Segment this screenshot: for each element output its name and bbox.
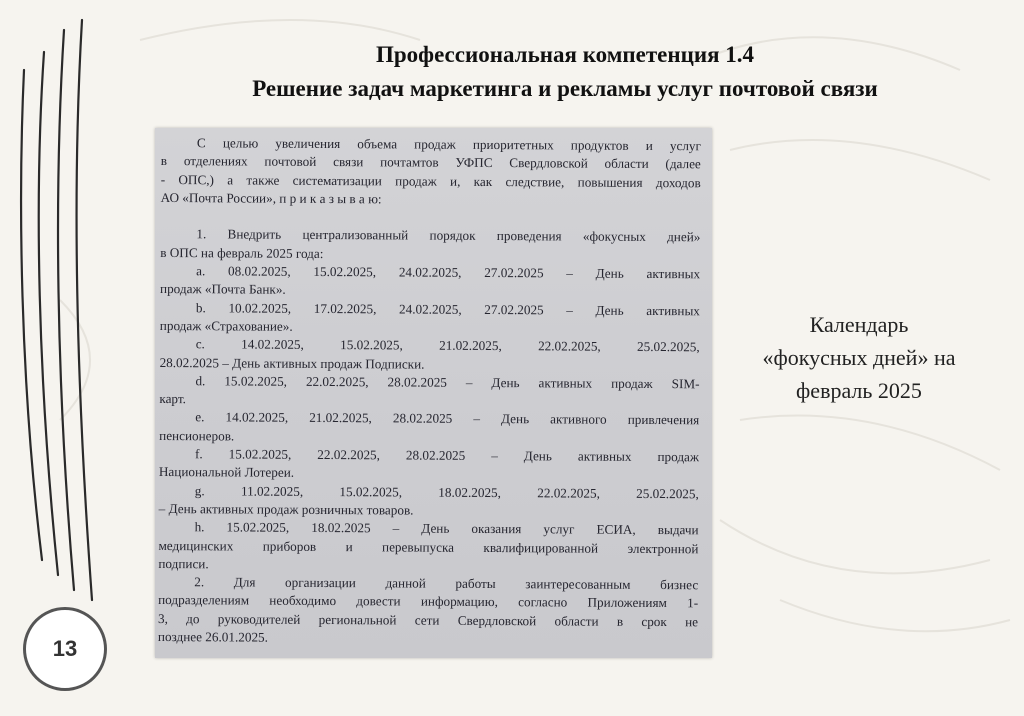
doc-line: позднее 26.01.2025. [157,629,269,645]
doc-line: 28.02.2025 – День активных продаж Подписки. [159,354,425,372]
doc-line: медицинских приборов и перевыпуска квалифицированной электронной [158,537,699,556]
doc-line: c. 14.02.2025, 15.02.2025, 21.02.2025, 22.02.2025, 25.02.2025, [195,336,700,355]
page-number: 13 [52,636,78,661]
doc-line: продаж «Страхование». [159,317,293,334]
title-line-1: Профессиональная компетенция 1.4 [375,42,755,67]
side-note-line-1: Календарь [809,312,909,337]
doc-line: карт. [159,391,186,407]
doc-line: a. 08.02.2025, 15.02.2025, 24.02.2025, 27.02.2025 – День активных [196,263,701,282]
doc-line: – День активных продаж розничных товаров. [158,500,414,518]
slide-title [120,38,1010,106]
side-note-line-2: «фокусных дней» на [762,345,956,370]
title-line-2: Решение задач маркетинга и рекламы услуг почтовой связи [252,76,878,101]
doc-line: подписи. [158,555,209,572]
doc-line: подразделениям необходимо довести информацию, согласно Приложениям 1- [158,592,699,611]
doc-line: АО «Почта России», п р и к а з ы в а ю: [160,189,382,207]
doc-line: в ОПС на февраль 2025 года: [160,244,324,261]
doc-line: b. 10.02.2025, 17.02.2025, 24.02.2025, 27.02.2025 – День активных [195,299,700,318]
side-note-line-3: февраль 2025 [796,378,922,403]
doc-line: 3, до руководителей региональной сети Свердловской области в срок не [157,610,699,630]
doc-line: С целью увеличения объема продаж приоритетных продуктов и услуг [196,135,701,154]
document-text [158,134,701,650]
doc-line: 1. Внедрить централизованный порядок проведения «фокусных дней» [196,226,701,245]
doc-line: g. 11.02.2025, 15.02.2025, 18.02.2025, 22.02.2025, 25.02.2025, [194,482,699,501]
side-note [718,308,1000,407]
doc-line: e. 14.02.2025, 21.02.2025, 28.02.2025 – День активного привлечения [195,409,700,428]
doc-line: 2. Для организации данной работы заинтересованным бизнес [194,574,699,593]
document-scan [155,128,712,658]
doc-line: h. 15.02.2025, 18.02.2025 – День оказания услуг ЕСИА, выдачи [194,519,699,538]
page-number-badge [26,610,104,688]
doc-line: d. 15.02.2025, 22.02.2025, 28.02.2025 – День активных продаж SIM- [195,373,700,392]
doc-line: пенсионеров. [159,427,235,444]
doc-line: в отделениях почтовой связи почтамтов УФПС Свердловской области (далее [160,153,701,172]
doc-line: f. 15.02.2025, 22.02.2025, 28.02.2025 – День активных продаж [195,446,700,465]
doc-line: продаж «Почта Банк». [160,281,286,298]
doc-line: Национальной Лотереи. [158,464,295,481]
doc-line: - ОПС,) а также систематизации продаж и, как следствие, повышения доходов [160,171,701,190]
